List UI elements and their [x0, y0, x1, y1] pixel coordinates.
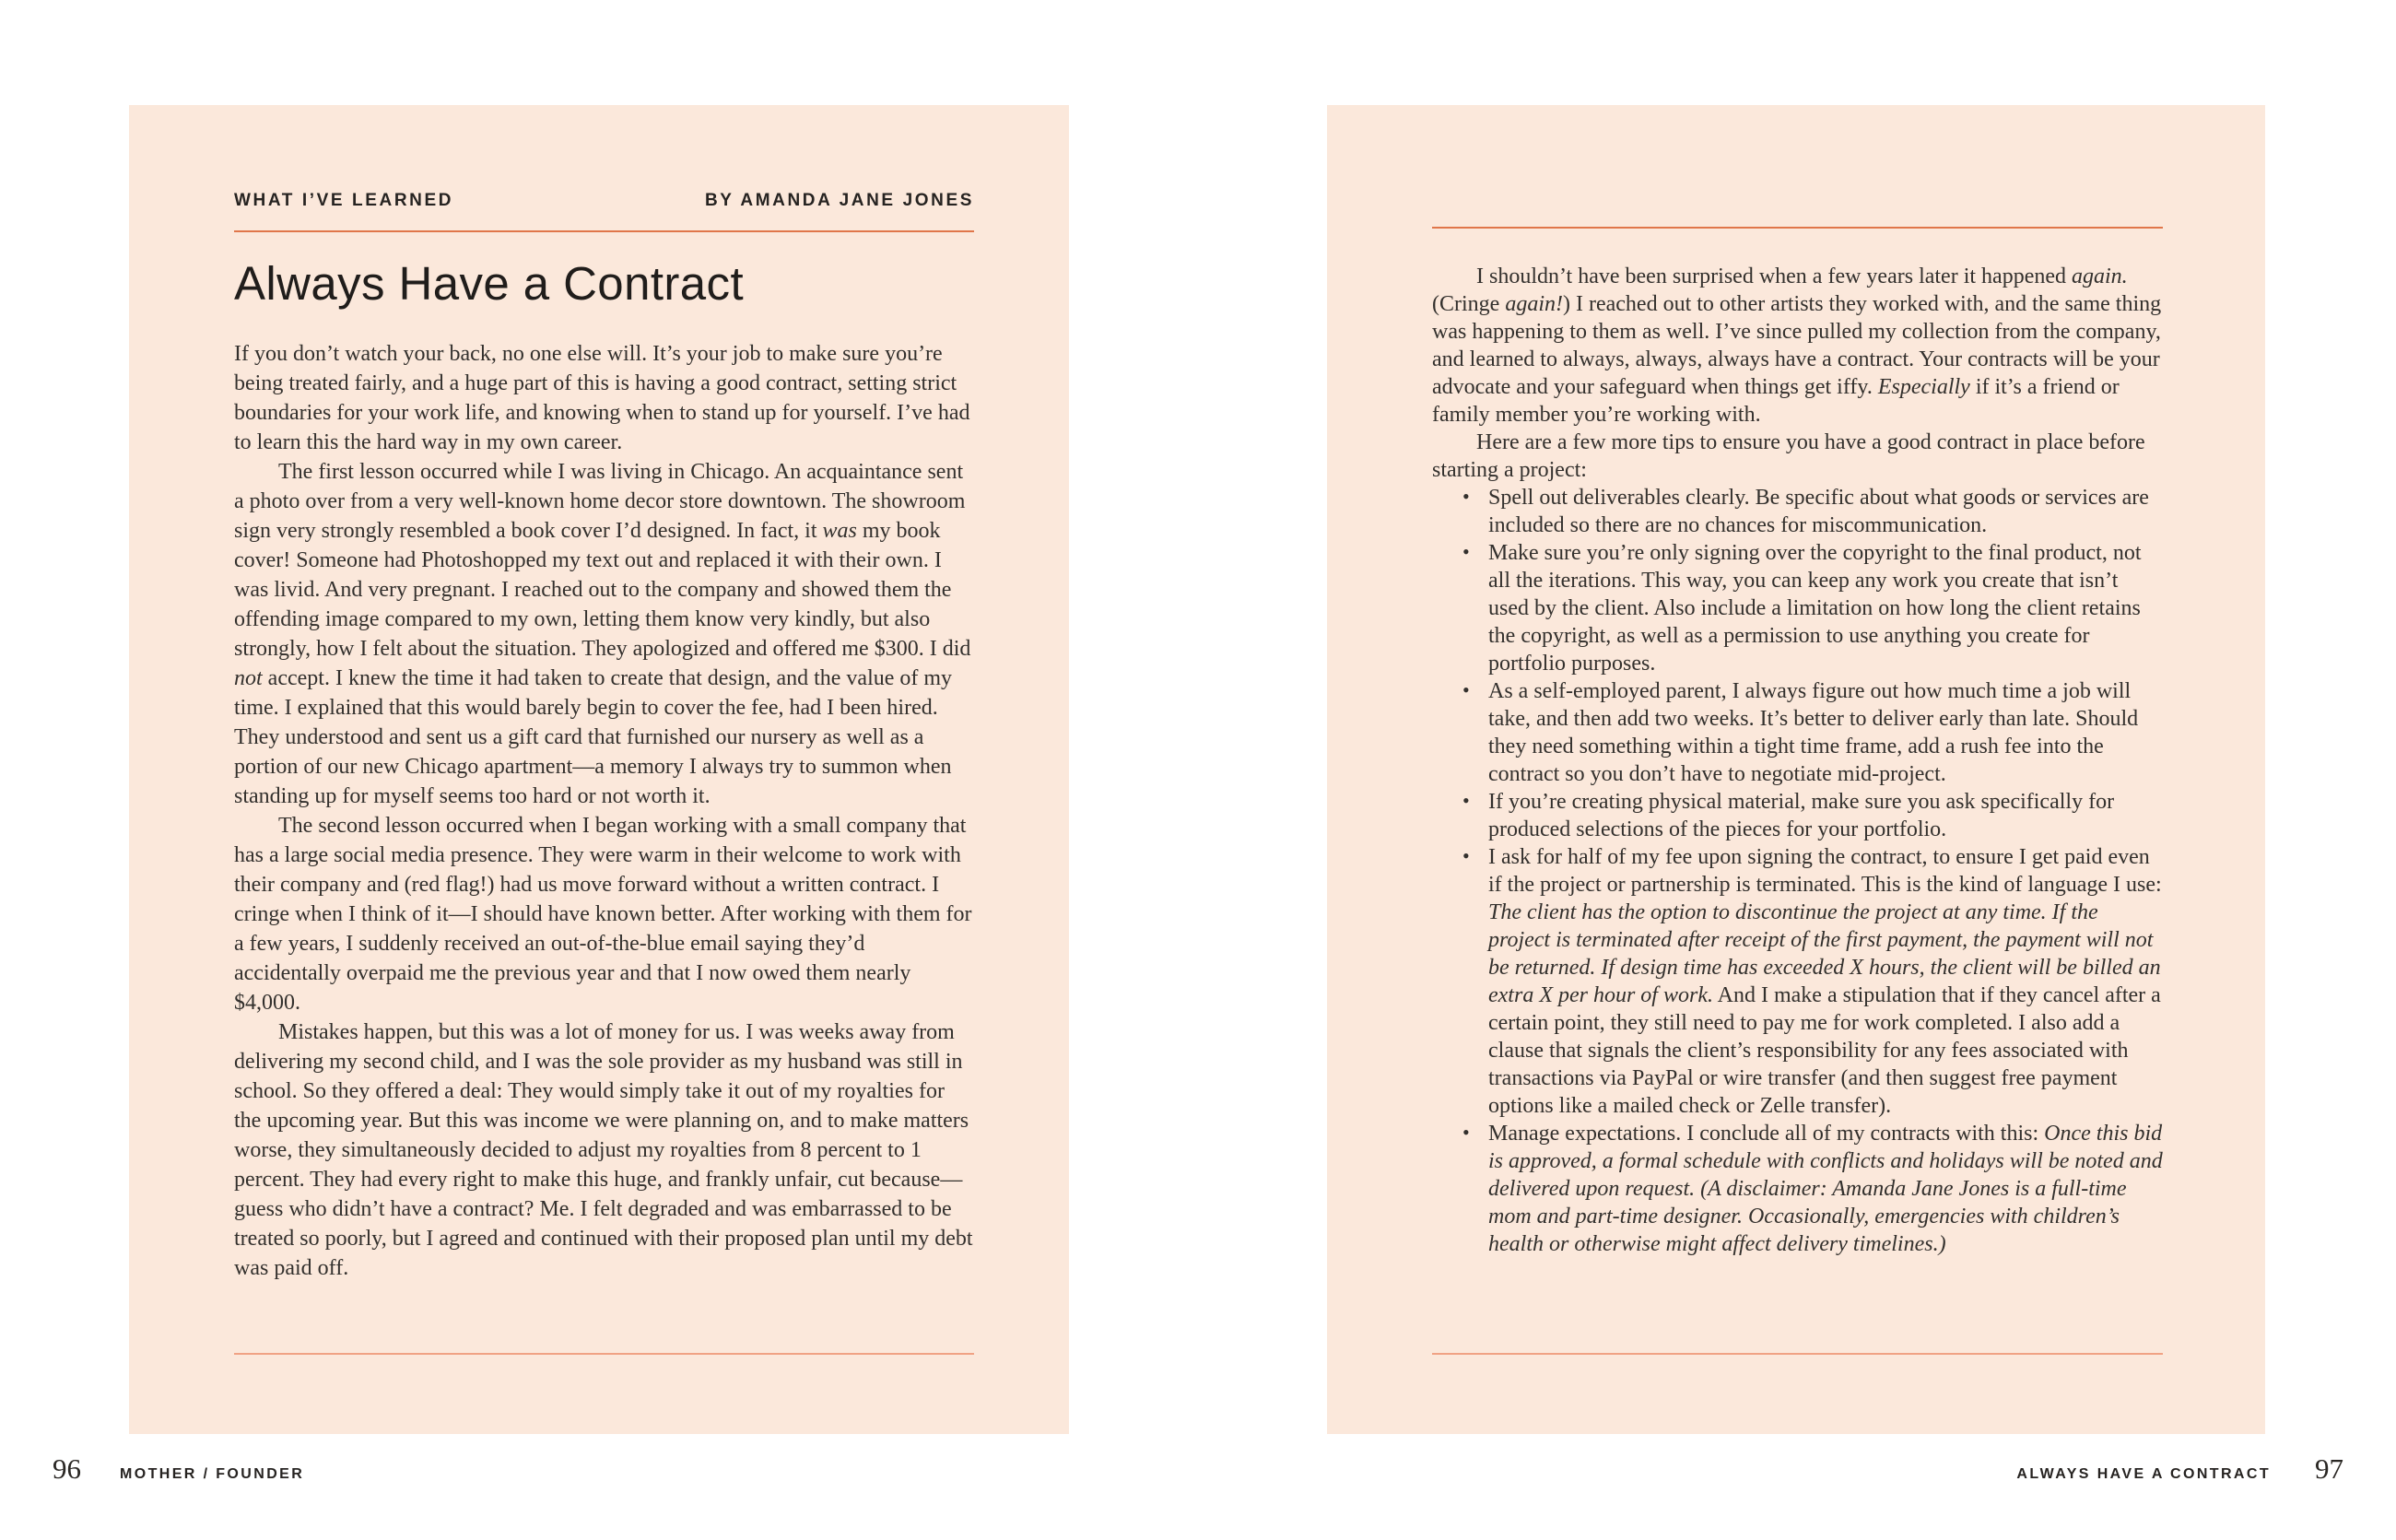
- left-running-head: MOTHER / FOUNDER: [120, 1466, 305, 1482]
- article-title: Always Have a Contract: [234, 257, 745, 310]
- masthead: [234, 191, 974, 211]
- right-running-head: ALWAYS HAVE A CONTRACT: [2016, 1466, 2271, 1482]
- tip-item: [1432, 484, 2163, 539]
- tip-item: [1432, 843, 2163, 1120]
- right-page-number: 97: [2315, 1452, 2343, 1485]
- bullet-icon: •: [1462, 485, 1470, 508]
- paragraph-happened-again: I shouldn’t have been surprised when a few years later it happened again. (Cringe again!) I reached out to other artists they worked with, and the same thing was happening to them as well. I’ve since pulled my collection from the company, and learned to always, always, always have a contract. Your contracts will be your advocate and your safeguard when things get iffy. Especially if it’s a friend or family member you’re working with.: [1432, 265, 2162, 427]
- bullet-icon: •: [1462, 844, 1470, 867]
- left-page-number: 96: [53, 1452, 81, 1485]
- right-body: [1432, 263, 2163, 1258]
- tip-item: [1432, 788, 2163, 843]
- tip-text: Make sure you’re only signing over the copyright to the final product, not all the iterations. This way, you can keep any work you create that isn’t used by the client. Also include a limitation on how long the client retains the copyright, as well as a permission to use anything you create for portfolio purposes.: [1488, 541, 2142, 676]
- tip-item: [1432, 677, 2163, 788]
- left-end-rule: [234, 1353, 974, 1355]
- paragraph-intro: If you don’t watch your back, no one else will. It’s your job to make sure you’re being treated fairly, and a huge part of this is having a good contract, setting strict boundaries for your work life, and knowing when to stand up for yourself. I’ve had to learn this the hard way in my own career.: [234, 342, 970, 454]
- left-body: [234, 339, 974, 1283]
- tip-text: Manage expectations. I conclude all of my contracts with this: Once this bid is approved, a formal schedule with conflicts and holidays will be noted and delivered upon request. (A disclaimer: Amanda Jane Jones is a full-time mom and part-time designer. Occasionally, emergencies with children’s health or otherwise might affect delivery timelines.): [1488, 1122, 2163, 1256]
- tip-item: [1432, 1120, 2163, 1258]
- tip-item: [1432, 539, 2163, 677]
- right-page: [1327, 105, 2265, 1434]
- bullet-icon: •: [1462, 540, 1470, 563]
- tip-text: As a self-employed parent, I always figure out how much time a job will take, and then add two weeks. It’s better to deliver early than late. Should they need something within a tight time frame, add a rush fee into the contract so you don’t have to negotiate mid-project.: [1488, 679, 2139, 786]
- paragraph-first-lesson: The first lesson occurred while I was living in Chicago. An acquaintance sent a photo over from a very well-known home decor store downtown. The showroom sign very strongly resembled a book cover I’d designed. In fact, it was my book cover! Someone had Photoshopped my text out and replaced it with their own. I was livid. And very pregnant. I reached out to the company and showed them the offending image compared to my own, letting them know very kindly, but also strongly, how I felt about the situation. They apologized and offered me $300. I did not accept. I knew the time it had taken to create that design, and the value of my time. I explained that this would barely begin to cover the fee, had I been hired. They understood and sent us a gift card that furnished our nursery as well as a portion of our new Chicago apartment—a memory I always try to summon when standing up for myself seems too hard or not worth it.: [234, 460, 971, 808]
- right-folio: [2016, 1452, 2343, 1486]
- right-top-rule: [1432, 227, 2163, 229]
- tip-text: I ask for half of my fee upon signing the contract, to ensure I get paid even if the project or partnership is terminated. This is the kind of language I use: The client has the option to discontinue the project at any time. If the project is terminated after receipt of the first payment, the payment will not be returned. If design time has exceeded X hours, the client will be billed an extra X per hour of work. And I make a stipulation that if they cancel after a certain point, they still need to pay me for work completed. I also add a clause that signals the client’s responsibility for any fees associated with transactions via PayPal or wire transfer (and then suggest free payment options like a mailed check or Zelle transfer).: [1488, 845, 2162, 1118]
- paragraph-second-lesson: The second lesson occurred when I began working with a small company that has a large social media presence. They were warm in their welcome to work with their company and (red flag!) had us move forward without a written contract. I cringe when I think of it—I should have known better. After working with them for a few years, I suddenly received an out-of-the-blue email saying they’d accidentally overpaid me the previous year and that I now owed them nearly $4,000.: [234, 814, 972, 1015]
- paragraph-tips-intro: Here are a few more tips to ensure you have a good contract in place before starting a project:: [1432, 430, 2145, 482]
- header-rule: [234, 230, 974, 232]
- byline: BY AMANDA JANE JONES: [704, 191, 974, 210]
- tip-text: If you’re creating physical material, make sure you ask specifically for produced selections of the pieces for your portfolio.: [1488, 790, 2115, 841]
- bullet-icon: •: [1462, 1121, 1470, 1144]
- right-end-rule: [1432, 1353, 2163, 1355]
- tip-text: Spell out deliverables clearly. Be specific about what goods or services are included so there are no chances for miscommunication.: [1488, 486, 2149, 537]
- bullet-icon: •: [1462, 678, 1470, 701]
- left-page: [129, 105, 1069, 1434]
- bullet-icon: •: [1462, 789, 1470, 812]
- kicker: WHAT I’VE LEARNED: [234, 191, 454, 210]
- paragraph-mistakes: Mistakes happen, but this was a lot of money for us. I was weeks away from delivering my second child, and I was the sole provider as my husband was still in school. So they offered a deal: They would simply take it out of my royalties for the upcoming year. But this was income we were planning on, and to make matters worse, they simultaneously decided to adjust my royalties from 8 percent to 1 percent. They had every right to make this huge, and frankly unfair, cut because—guess who didn’t have a contract? Me. I felt degraded and was embarrassed to be treated so poorly, but I agreed and continued with their proposed plan until my debt was paid off.: [234, 1020, 973, 1280]
- left-folio: [53, 1452, 304, 1486]
- tips-list: [1432, 484, 2163, 1258]
